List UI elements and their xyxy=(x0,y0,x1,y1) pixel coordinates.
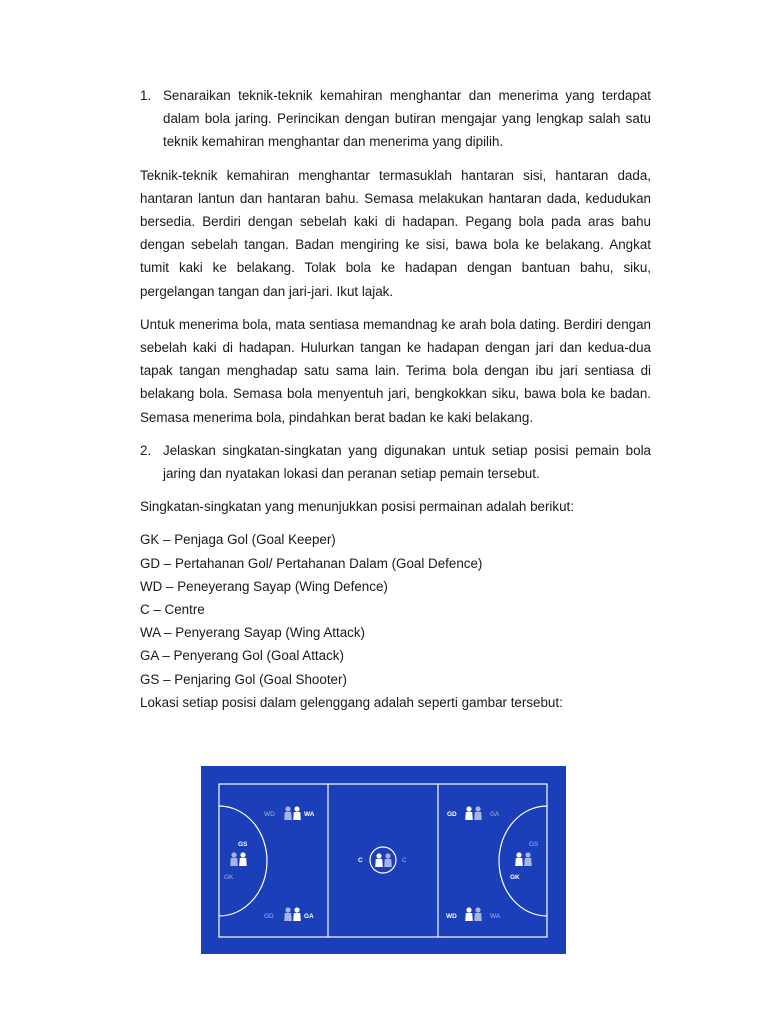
label-center-b: C xyxy=(402,857,407,864)
label-left-bottom-b: GA xyxy=(304,913,314,920)
position-item: WD – Peneyerang Sayap (Wing Defence) xyxy=(140,578,388,594)
question-2-text: Jelaskan singkatan-singkatan yang digunakan untuk setiap posisi pemain bola jaring dan nyatakan lokasi dan peranan setiap pemain tersebut. xyxy=(163,442,651,482)
question-1 xyxy=(140,84,651,154)
player-icon xyxy=(239,852,247,866)
question-2 xyxy=(140,439,651,485)
goal-circle-right xyxy=(499,806,547,916)
player-icon xyxy=(230,852,238,866)
location-line: Lokasi setiap posisi dalam gelenggang adalah seperti gambar tersebut: xyxy=(140,694,563,710)
position-item: C – Centre xyxy=(140,602,205,618)
netball-court-diagram xyxy=(201,766,566,954)
player-icon xyxy=(384,853,392,867)
label-left-circle-a: GS xyxy=(238,841,248,848)
label-right-top-b: GA xyxy=(490,811,500,818)
positions-intro: Singkatan-singkatan yang menunjukkan posisi permainan adalah berikut: xyxy=(140,499,574,515)
position-item: WA – Penyerang Sayap (Wing Attack) xyxy=(140,625,366,641)
player-icon xyxy=(474,806,482,820)
center-circle xyxy=(370,847,396,873)
label-right-top-a: GD xyxy=(447,811,457,818)
court-svg xyxy=(201,766,566,954)
label-left-circle-b: GK xyxy=(224,874,234,881)
label-right-circle-b: GK xyxy=(510,874,520,881)
label-right-circle-a: GS xyxy=(529,841,539,848)
question-2-number: 2. xyxy=(140,442,152,458)
player-icon xyxy=(293,806,301,820)
label-right-bottom-b: WA xyxy=(490,913,501,920)
position-item: GA – Penyerang Gol (Goal Attack) xyxy=(140,648,344,664)
label-center-a: C xyxy=(358,857,363,864)
position-item: GD – Pertahanan Gol/ Pertahanan Dalam (Goal Defence) xyxy=(140,555,483,571)
player-icon xyxy=(465,907,473,921)
player-icon xyxy=(474,907,482,921)
player-icon xyxy=(284,907,292,921)
question-1-number: 1. xyxy=(140,88,152,103)
label-left-top-b: WA xyxy=(304,811,315,818)
paragraph-passing: Teknik-teknik kemahiran menghantar termasuklah hantaran sisi, hantaran dada, hantaran lantun dan hantaran bahu. Semasa melakukan hantaran dada, kedudukan bersedia. Berdiri dengan sebelah kaki di hadapan. Pegang bola pada aras bahu dengan sebelah tangan. Badan mengiring ke sisi, bawa bola ke belakang. Angkat tumit kaki ke belakang. Tolak bola ke hadapan dengan bantuan bahu, siku, pergelangan tangan dan jari-jari. Ikut lajak. xyxy=(140,167,651,299)
player-icon xyxy=(465,806,473,820)
label-left-bottom-a: GD xyxy=(264,913,274,920)
label-left-top-a: WD xyxy=(264,811,275,818)
position-item: GS – Penjaring Gol (Goal Shooter) xyxy=(140,671,347,687)
player-icon xyxy=(524,852,532,866)
label-right-bottom-a: WD xyxy=(446,913,457,920)
player-icon xyxy=(284,806,292,820)
document-body xyxy=(140,84,651,714)
question-1-text: Senaraikan teknik-teknik kemahiran menghantar dan menerima yang terdapat dalam bola jaring. Perincikan dengan butiran mengajar yang lengkap salah satu teknik kemahiran menghantar dan menerima yang dipilih. xyxy=(163,88,651,150)
position-item: GK – Penjaga Gol (Goal Keeper) xyxy=(140,532,336,548)
player-icon xyxy=(515,852,523,866)
player-icon xyxy=(293,907,301,921)
paragraph-receiving: Untuk menerima bola, mata sentiasa memandnag ke arah bola dating. Berdiri dengan sebelah kaki di hadapan. Hulurkan tangan ke hadapan dengan jari dan kedua-dua tapak tangan menghadap satu sama lain. Terima bola dengan ibu jari sentiasa di belakang bola. Semasa bola menyentuh jari, bengkokkan siku, bawa bola ke badan. Semasa menerima bola, pindahkan berat badan ke kaki belakang. xyxy=(140,316,651,425)
player-icon xyxy=(375,853,383,867)
